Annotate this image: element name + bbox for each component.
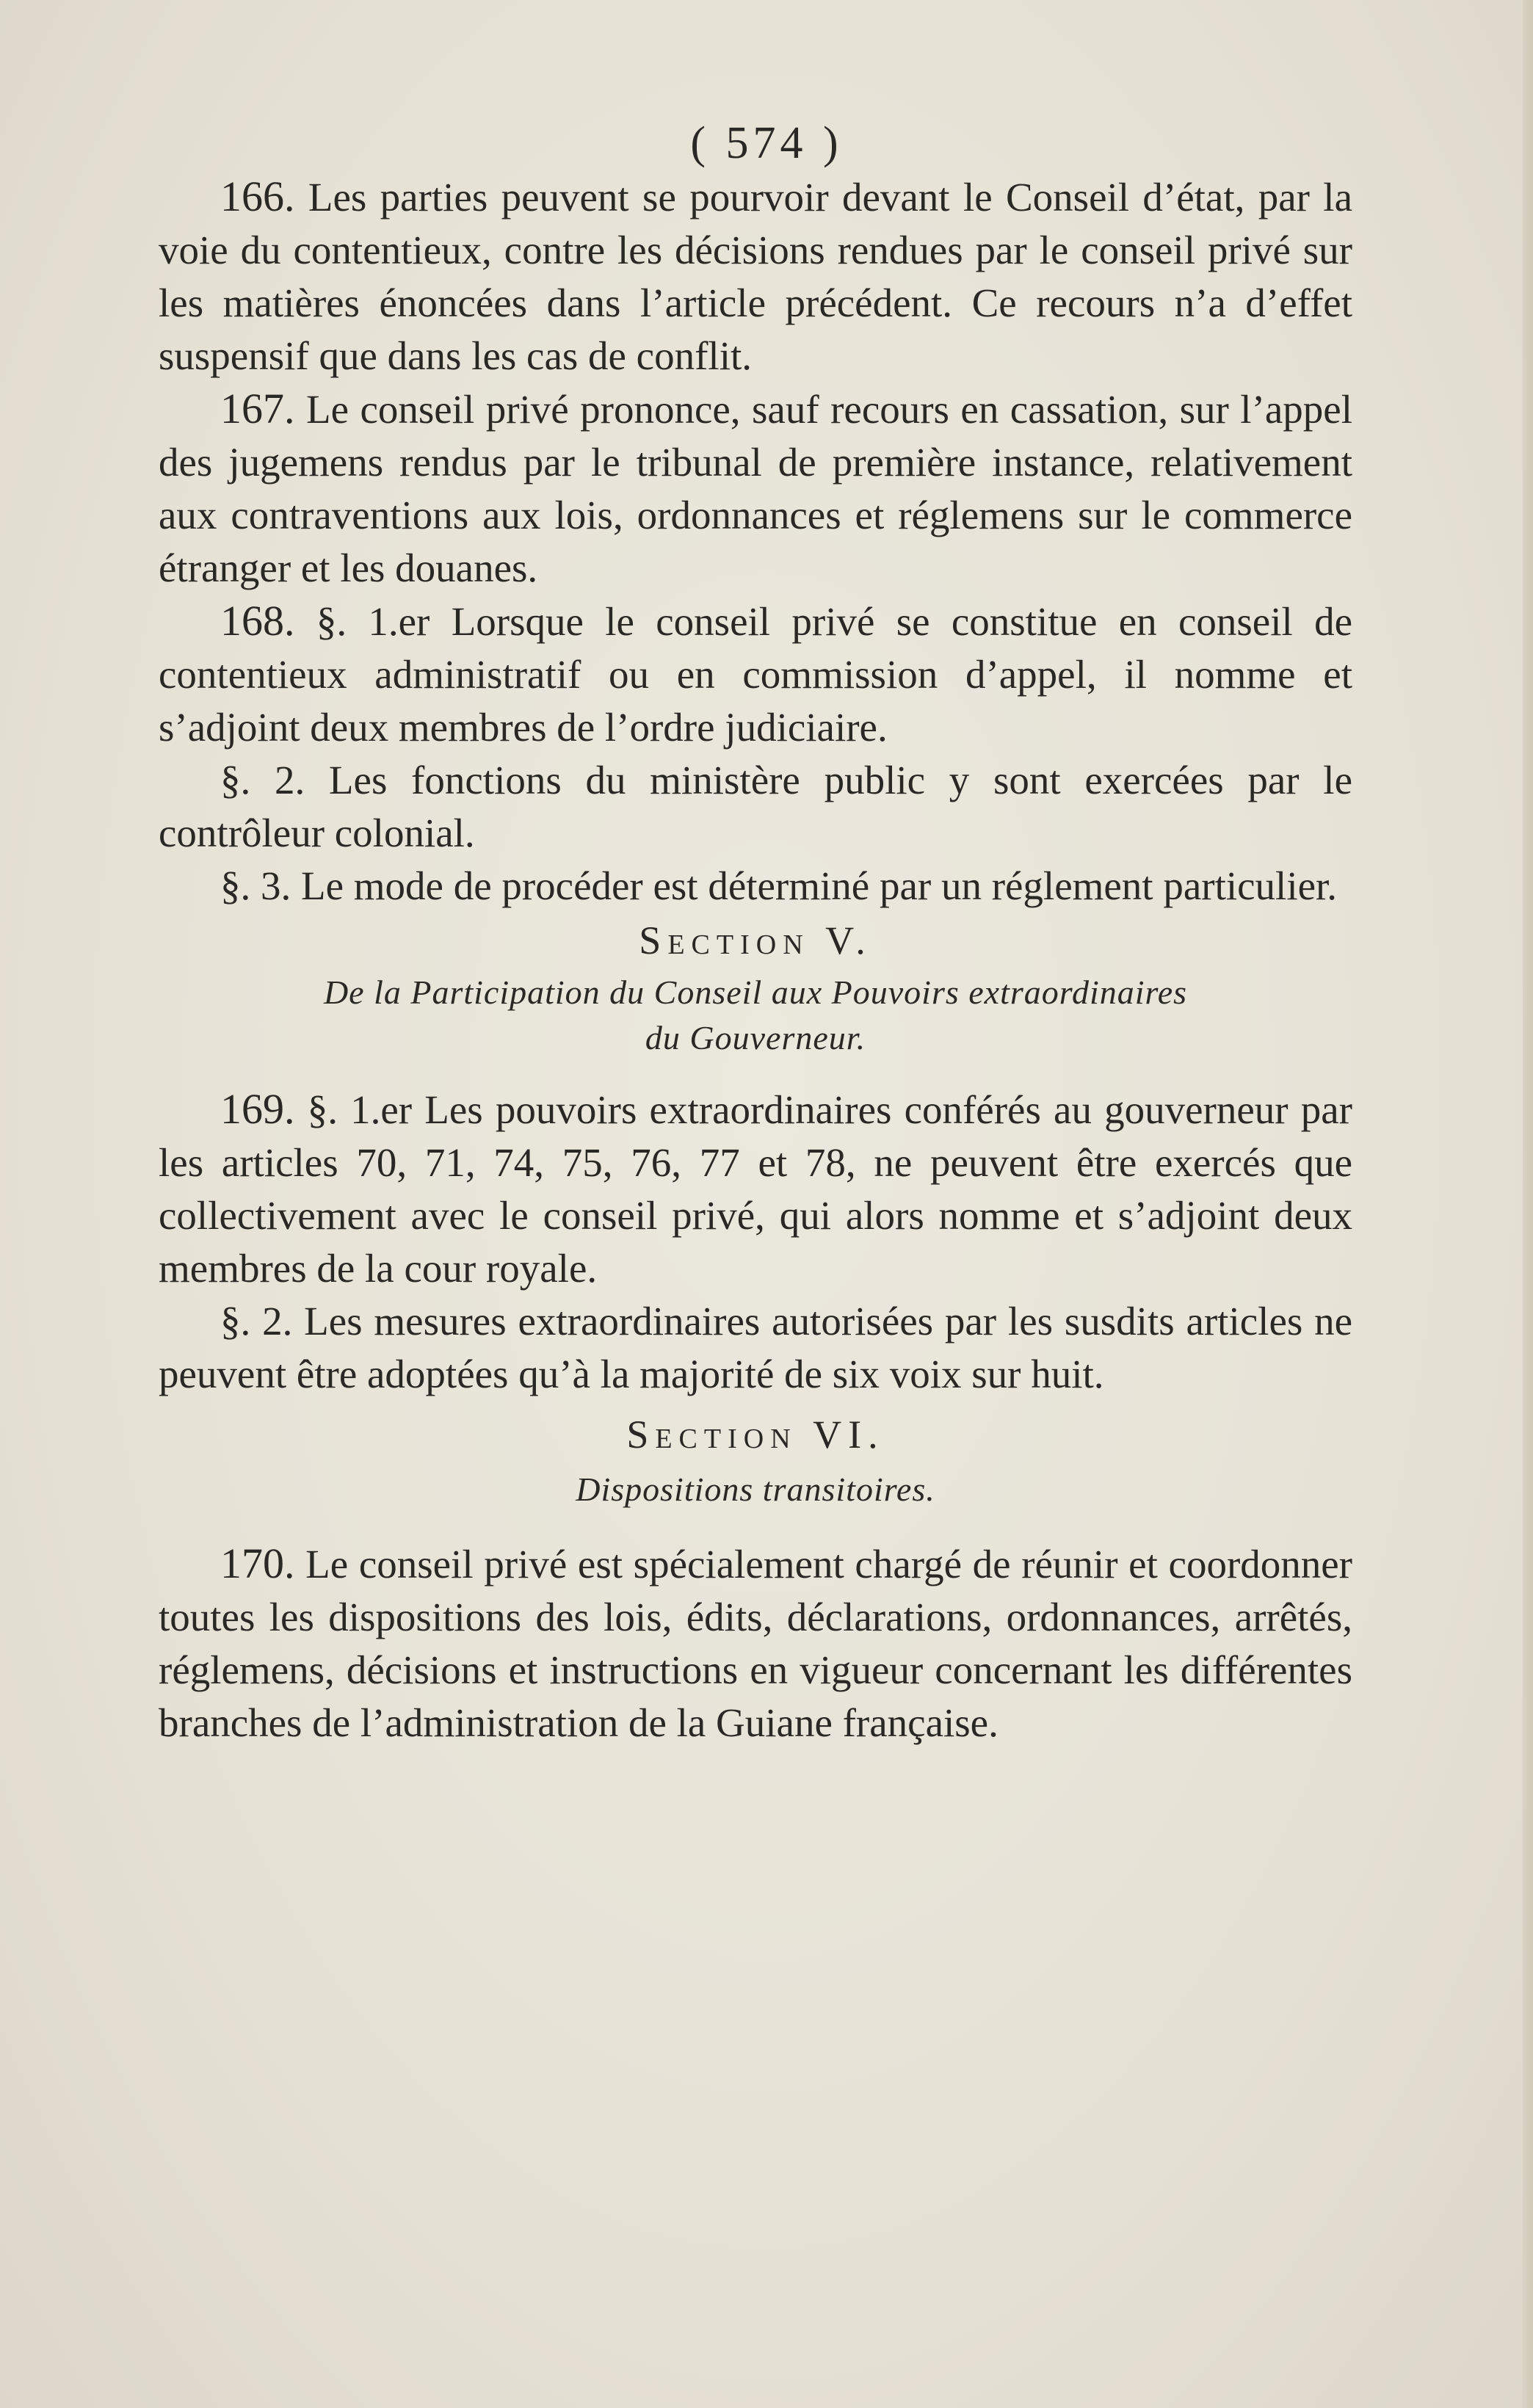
page-edge <box>1523 0 1533 2408</box>
paragraph-1: §. 1.er Lorsque le conseil privé se constitue en conseil de contentieux administratif ou en commission d’appel, il nomme et s’adjoint deux membres de l’ordre judiciaire. <box>159 599 1352 750</box>
article-number: 168. <box>220 597 295 645</box>
article-text: Le conseil privé prononce, sauf recours en cassation, sur l’appel des jugemens rendus par le tribunal de première instance, relativement aux contraventions aux lois, ordonnances et réglemens sur le commerce étranger et les douanes. <box>159 387 1352 590</box>
section-vi-title: Dispositions transitoires. <box>576 1470 935 1508</box>
article-169 <box>159 1083 1352 1295</box>
article-170 <box>159 1537 1352 1749</box>
article-text: Le conseil privé est spécialement chargé de réunir et coordonner toutes les dispositions des lois, édits, déclarations, ordonnances, arrêtés, réglemens, décisions et instructions en vigueur concernant les différentes branches de l’administration de la Guiane française. <box>159 1542 1352 1745</box>
section-v-title-line-2: du Gouverneur. <box>645 1019 866 1056</box>
article-167 <box>159 382 1352 595</box>
article-168-paragraph-3: §. 3. Le mode de procéder est déterminé par un réglement particulier. <box>220 863 1338 908</box>
article-168 <box>159 595 1352 754</box>
article-168-paragraph-2: §. 2. Les fonctions du ministère public y sont exercées par le contrôleur colonial. <box>159 758 1352 855</box>
page-number: ( 574 ) <box>690 118 843 168</box>
article-number: 167. <box>220 385 295 432</box>
paragraph-1: §. 1.er Les pouvoirs extraordinaires conférés au gouverneur par les articles 70, 71, 74, 75, 76, 77 et 78, ne peuvent être exercés que collectivement avec le conseil privé, qui alors nomme et s’adjoint deux membres de la cour royale. <box>159 1087 1352 1291</box>
section-vi-heading: Section VI. <box>626 1412 885 1457</box>
page-body <box>159 170 1352 1749</box>
article-text: Les parties peuvent se pourvoir devant le Conseil d’état, par la voie du contentieux, contre les décisions rendues par le conseil privé sur les matières énoncées dans l’article précédent. Ce recours n’a d’effet suspensif que dans les cas de conflit. <box>159 175 1352 378</box>
article-169-paragraph-2: §. 2. Les mesures extraordinaires autorisées par les susdits articles ne peuvent être adoptées qu’à la majorité de six voix sur huit. <box>159 1299 1352 1396</box>
article-number: 170. <box>220 1540 295 1587</box>
article-166 <box>159 170 1352 382</box>
section-v-heading: Section V. <box>639 918 872 962</box>
article-number: 166. <box>220 173 295 220</box>
article-number: 169. <box>220 1085 295 1133</box>
section-v-title-line-1: De la Participation du Conseil aux Pouvoirs extraordinaires <box>323 973 1188 1011</box>
section-v-title <box>159 970 1352 1061</box>
